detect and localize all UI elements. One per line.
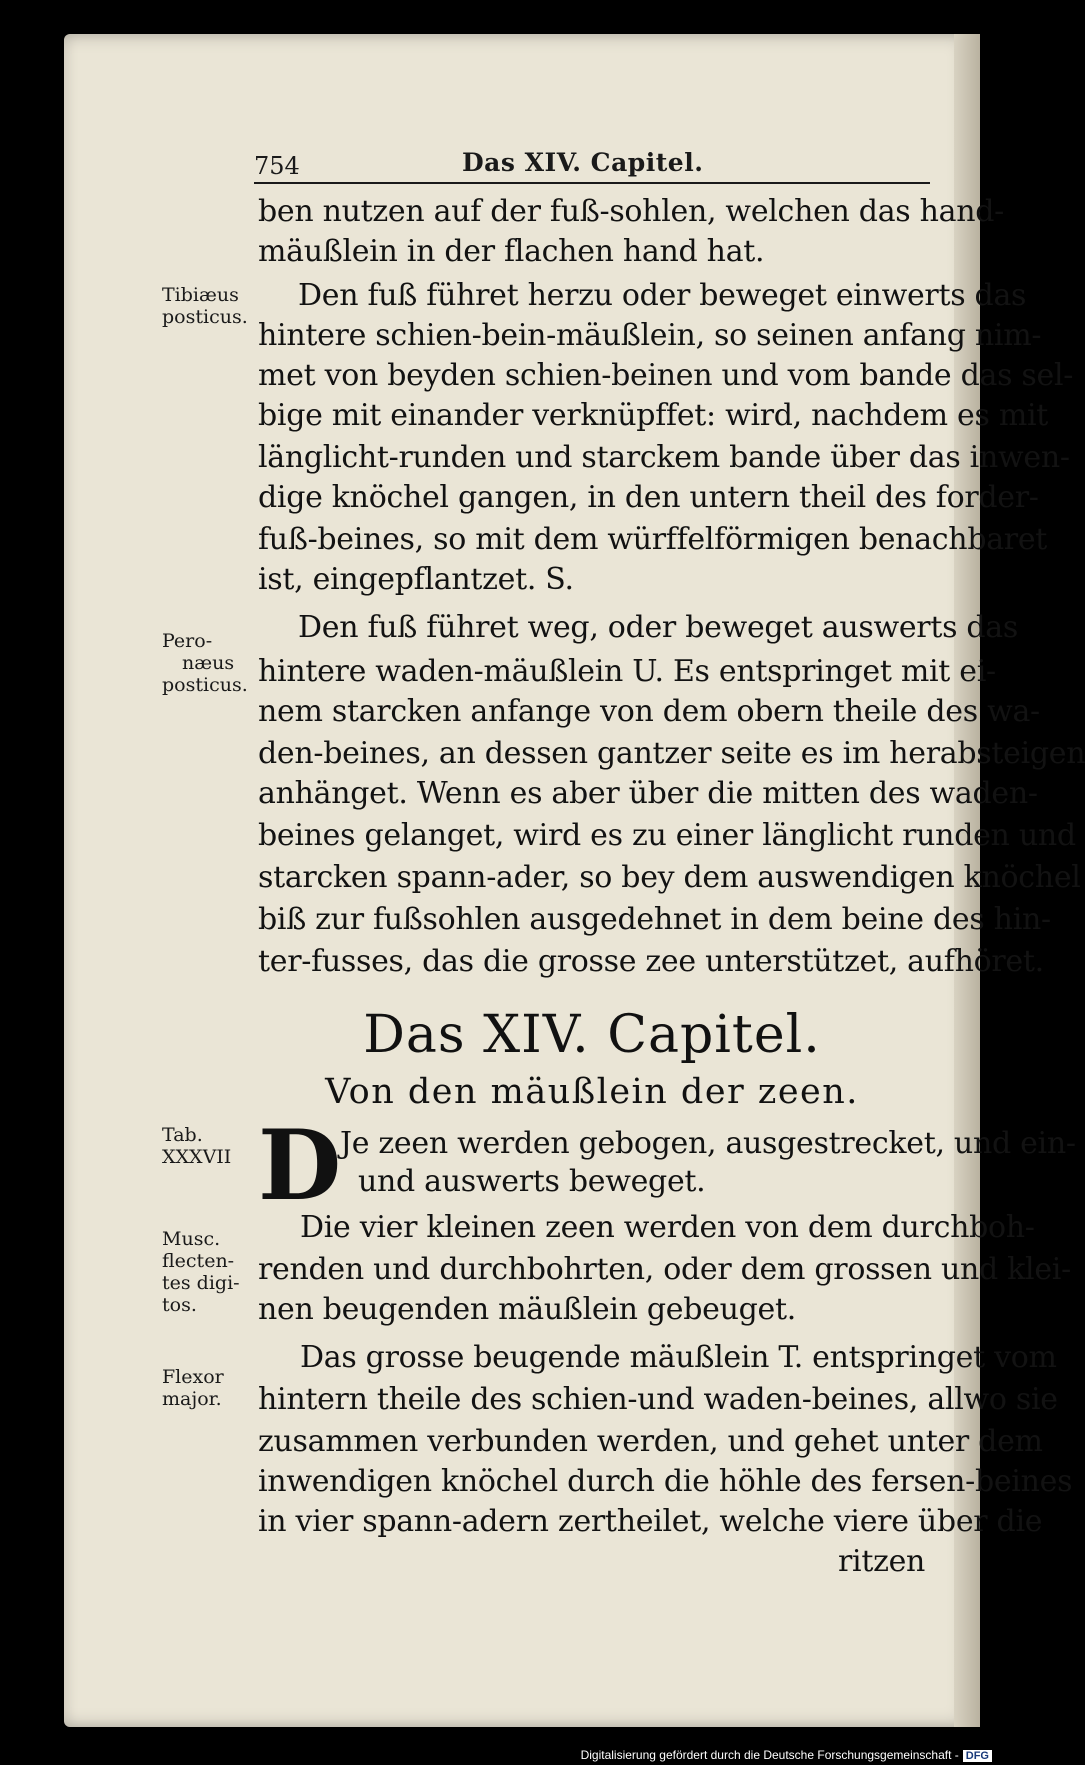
text-line: nem starcken anfange von dem obern theile des wa-	[258, 694, 1040, 729]
text-line: hintern theile des schien-und waden-beines, allwo sie	[258, 1382, 1058, 1417]
text-line: Die vier kleinen zeen werden von dem durchboh-	[300, 1210, 1035, 1245]
header-rule	[254, 182, 930, 184]
text-line: hintere waden-mäußlein U. Es entspringet mit ei-	[258, 654, 996, 689]
text-line: hintere schien-bein-mäußlein, so seinen anfang nim-	[258, 318, 1042, 353]
text-line: ter-fusses, das die grosse zee unterstützet, aufhöret.	[258, 944, 1044, 979]
margin-note-musc: Musc. flecten- tes digi- tos.	[162, 1228, 240, 1316]
text-line: dige knöchel gangen, in den untern theil des forder-	[258, 480, 1039, 515]
page-number: 754	[254, 152, 300, 180]
text-line: starcken spann-ader, so bey dem auswendigen knöchel	[258, 860, 1081, 895]
text-line: Den fuß führet herzu oder beweget einwerts das	[298, 278, 1027, 313]
chapter-title: Das XIV. Capitel.	[363, 1005, 821, 1065]
text-line: met von beyden schien-beinen und vom bande das sel-	[258, 358, 1074, 393]
text-line: beines gelanget, wird es zu einer länglicht runden und	[258, 818, 1076, 853]
text-line: Das grosse beugende mäußlein T. entspringet vom	[300, 1340, 1057, 1375]
text-line: Den fuß führet weg, oder beweget auswerts das	[298, 610, 1018, 645]
text-line: Je zeen werden gebogen, ausgestrecket, und ein-	[340, 1126, 1076, 1161]
text-line: länglicht-runden und starckem bande über das inwen-	[258, 440, 1070, 475]
margin-note-tab: Tab. XXXVII	[162, 1124, 232, 1168]
catchword: ritzen	[838, 1544, 926, 1579]
text-line: in vier spann-adern zertheilet, welche viere über die	[258, 1504, 1043, 1539]
text-line: zusammen verbunden werden, und gehet unter dem	[258, 1424, 1043, 1459]
text-line: mäußlein in der flachen hand hat.	[258, 234, 765, 269]
text-line: anhänget. Wenn es aber über die mitten des waden-	[258, 776, 1038, 811]
text-line: bige mit einander verknüpffet: wird, nachdem es mit	[258, 398, 1049, 433]
text-line: ist, eingepflantzet. S.	[258, 562, 574, 597]
text-line: den-beines, an dessen gantzer seite es im herabsteigen	[258, 736, 1085, 771]
dfg-logo: DFG	[963, 1750, 992, 1762]
text-line: renden und durchbohrten, oder dem grossen und klei-	[258, 1252, 1071, 1287]
margin-note-tibiaeus: Tibiæus posticus.	[162, 284, 248, 328]
digitization-credit: Digitalisierung gefördert durch die Deutsche Forschungsgemeinschaft - DFG	[581, 1748, 992, 1762]
running-head	[254, 148, 930, 188]
text-line: biß zur fußsohlen ausgedehnet in dem beine des hin-	[258, 902, 1051, 937]
drop-initial: D	[258, 1109, 342, 1222]
text-line: nen beugenden mäußlein gebeuget.	[258, 1292, 796, 1327]
chapter-subtitle: Von den mäußlein der zeen.	[325, 1072, 859, 1112]
margin-note-peronaeus: Pero- næus posticus.	[162, 630, 248, 696]
margin-note-flexor: Flexor major.	[162, 1366, 224, 1410]
text-line: inwendigen knöchel durch die höhle des fersen-beines	[258, 1464, 1073, 1499]
running-title: Das XIV. Capitel.	[462, 148, 704, 177]
text-line: ben nutzen auf der fuß-sohlen, welchen das hand-	[258, 194, 1004, 229]
text-line: und auswerts beweget.	[358, 1164, 706, 1199]
text-line: fuß-beines, so mit dem würffelförmigen benachbaret	[258, 522, 1048, 557]
